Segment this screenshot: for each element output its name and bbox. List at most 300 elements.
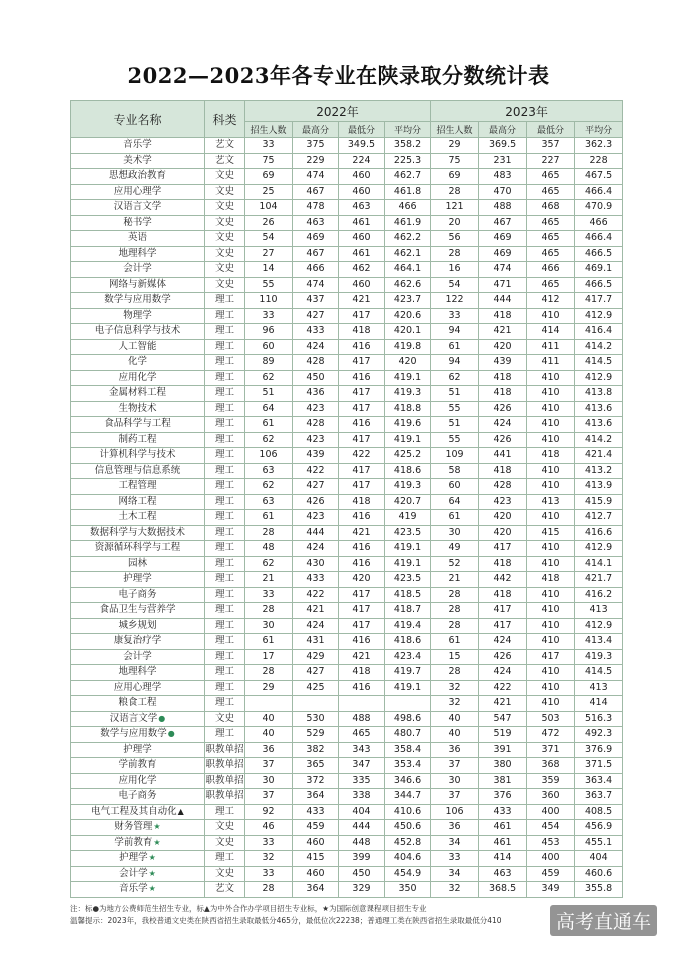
avg-2023-cell: 467.5 — [575, 169, 623, 185]
major-cell — [71, 804, 205, 820]
min-2022-cell: 460 — [339, 184, 385, 200]
max-2023-cell: 420 — [479, 339, 527, 355]
major-name: 音乐学 — [119, 883, 148, 895]
table-row — [71, 541, 623, 557]
count-2023-cell: 61 — [431, 510, 479, 526]
avg-2023-cell: 466.4 — [575, 231, 623, 247]
min-2022-cell: 448 — [339, 835, 385, 851]
avg-2023-cell: 413 — [575, 680, 623, 696]
major-cell — [71, 851, 205, 867]
max-2023-cell: 428 — [479, 479, 527, 495]
major-name: 化学 — [127, 356, 147, 368]
count-2022-cell: 33 — [245, 835, 293, 851]
count-2022-cell: 64 — [245, 401, 293, 417]
count-2022-cell: 37 — [245, 789, 293, 805]
count-2023-cell: 56 — [431, 231, 479, 247]
major-name: 金属材料工程 — [108, 387, 166, 399]
min-2023-cell: 410 — [527, 463, 575, 479]
category-cell: 理工 — [205, 494, 245, 510]
count-2023-cell: 28 — [431, 665, 479, 681]
max-2022-cell: 467 — [293, 246, 339, 262]
page-title: 2022—2023年各专业在陕录取分数统计表 — [127, 63, 550, 88]
count-2023-cell: 28 — [431, 587, 479, 603]
min-2023-cell: 400 — [527, 804, 575, 820]
min-2023-cell: 360 — [527, 789, 575, 805]
max-2022-cell: 422 — [293, 463, 339, 479]
count-2023-cell: 69 — [431, 169, 479, 185]
count-2023-cell: 28 — [431, 184, 479, 200]
major-cell — [71, 634, 205, 650]
table-row — [71, 603, 623, 619]
avg-2023-cell: 413.6 — [575, 417, 623, 433]
avg-2023-cell: 455.1 — [575, 835, 623, 851]
major-name: 土木工程 — [118, 511, 157, 523]
major-name: 应用心理学 — [113, 681, 162, 693]
max-2023-cell: 417 — [479, 541, 527, 557]
category-cell: 理工 — [205, 525, 245, 541]
min-2023-cell: 414 — [527, 324, 575, 340]
category-cell: 理工 — [205, 572, 245, 588]
count-2023-cell: 15 — [431, 649, 479, 665]
count-2022-cell: 28 — [245, 665, 293, 681]
major-cell — [71, 355, 205, 371]
min-2023-cell: 418 — [527, 572, 575, 588]
avg-2022-cell: 466 — [385, 200, 431, 216]
max-2022-cell: 423 — [293, 510, 339, 526]
count-2022-cell: 17 — [245, 649, 293, 665]
min-2023-cell: 465 — [527, 277, 575, 293]
max-2022-cell: 428 — [293, 355, 339, 371]
count-2022-cell: 96 — [245, 324, 293, 340]
avg-2022-cell: 462.7 — [385, 169, 431, 185]
min-2023-cell: 410 — [527, 618, 575, 634]
min-2022-cell: 417 — [339, 432, 385, 448]
major-cell — [71, 727, 205, 743]
max-2022-cell: 450 — [293, 370, 339, 386]
min-2022-cell: 417 — [339, 463, 385, 479]
count-2023-cell: 29 — [431, 138, 479, 154]
major-cell — [71, 479, 205, 495]
max-2023-cell: 470 — [479, 184, 527, 200]
min-2022-cell: 417 — [339, 479, 385, 495]
major-cell — [71, 386, 205, 402]
avg-2022-cell: 419.7 — [385, 665, 431, 681]
table-row — [71, 277, 623, 293]
avg-2023-cell: 516.3 — [575, 711, 623, 727]
max-2023-cell: 547 — [479, 711, 527, 727]
avg-2023-cell: 408.5 — [575, 804, 623, 820]
avg-2023-cell: 470.9 — [575, 200, 623, 216]
category-cell: 艺文 — [205, 882, 245, 898]
min-2022-cell: 461 — [339, 246, 385, 262]
avg-2023-cell: 421.4 — [575, 448, 623, 464]
triangle-marker-icon: ▲ — [177, 806, 184, 816]
count-2022-cell: 60 — [245, 339, 293, 355]
count-2023-cell: 61 — [431, 339, 479, 355]
count-2023-cell: 28 — [431, 603, 479, 619]
min-2022-cell: 460 — [339, 231, 385, 247]
table-row — [71, 200, 623, 216]
min-2023-cell: 368 — [527, 758, 575, 774]
table-row — [71, 448, 623, 464]
max-2023-cell: 519 — [479, 727, 527, 743]
star-marker-icon: ★ — [148, 868, 156, 878]
count-2022-cell: 33 — [245, 587, 293, 603]
min-2022-cell: 329 — [339, 882, 385, 898]
count-2022-cell: 54 — [245, 231, 293, 247]
major-cell — [71, 262, 205, 278]
category-cell: 文史 — [205, 200, 245, 216]
min-2023-cell: 411 — [527, 339, 575, 355]
min-2022-cell: 418 — [339, 665, 385, 681]
avg-2022-cell: 346.6 — [385, 773, 431, 789]
footnote-tip: 温馨提示：2023年，我校普通文史类在陕西省招生录取最低分465分，最低位次22238；普通理工类在陕西省招生录取最低分410 — [70, 916, 502, 925]
avg-2023-cell: 355.8 — [575, 882, 623, 898]
major-cell — [71, 184, 205, 200]
count-2023-cell: 37 — [431, 789, 479, 805]
category-cell: 职教单招 — [205, 758, 245, 774]
min-2022-cell: 462 — [339, 262, 385, 278]
max-2022-cell: 364 — [293, 789, 339, 805]
min-2023-cell: 227 — [527, 153, 575, 169]
min-2022-cell: 416 — [339, 339, 385, 355]
min-2023-cell: 410 — [527, 603, 575, 619]
major-name: 护理学 — [119, 852, 148, 864]
max-2023-cell: 422 — [479, 680, 527, 696]
min-2022-cell: 399 — [339, 851, 385, 867]
major-name: 网络与新媒体 — [108, 278, 166, 290]
major-name: 资源循环科学与工程 — [94, 542, 181, 554]
count-2022-cell: 28 — [245, 882, 293, 898]
max-2023-cell: 424 — [479, 417, 527, 433]
max-2022-cell: 433 — [293, 324, 339, 340]
min-2022-cell: 422 — [339, 448, 385, 464]
count-2022-cell: 75 — [245, 153, 293, 169]
major-cell — [71, 649, 205, 665]
max-2022-cell: 478 — [293, 200, 339, 216]
avg-2022-cell: 350 — [385, 882, 431, 898]
major-name: 应用化学 — [118, 371, 157, 383]
avg-2022-cell: 420.7 — [385, 494, 431, 510]
max-2022-cell: 474 — [293, 169, 339, 185]
major-name: 音乐学 — [123, 139, 152, 151]
max-2023-cell: 469 — [479, 231, 527, 247]
max-2022-cell: 529 — [293, 727, 339, 743]
table-row — [71, 882, 623, 898]
table-row — [71, 370, 623, 386]
table-row — [71, 665, 623, 681]
count-2023-cell: 54 — [431, 277, 479, 293]
score-table — [70, 100, 623, 898]
watermark: 高考直通车 — [550, 905, 657, 936]
avg-2022-cell: 353.4 — [385, 758, 431, 774]
min-2022-cell: 421 — [339, 293, 385, 309]
major-name: 学前教育 — [114, 836, 153, 848]
major-cell — [71, 324, 205, 340]
max-2022-cell: 433 — [293, 804, 339, 820]
count-2023-cell: 75 — [431, 153, 479, 169]
min-2022-cell: 347 — [339, 758, 385, 774]
major-name: 应用心理学 — [113, 185, 162, 197]
max-2023-cell: 483 — [479, 169, 527, 185]
max-2023-cell: 444 — [479, 293, 527, 309]
avg-2023-cell: 417.7 — [575, 293, 623, 309]
category-cell: 理工 — [205, 727, 245, 743]
major-cell — [71, 665, 205, 681]
avg-2022-cell: 480.7 — [385, 727, 431, 743]
min-2023-cell: 410 — [527, 665, 575, 681]
max-2022-cell: 469 — [293, 231, 339, 247]
avg-2023-cell: 414.2 — [575, 432, 623, 448]
avg-2023-cell: 412.7 — [575, 510, 623, 526]
max-2022-cell: 427 — [293, 308, 339, 324]
header-count-2022: 招生人数 — [245, 122, 293, 138]
count-2023-cell: 20 — [431, 215, 479, 231]
avg-2023-cell: 460.6 — [575, 866, 623, 882]
max-2022-cell: 466 — [293, 262, 339, 278]
major-name: 粮食工程 — [118, 697, 157, 709]
category-cell: 理工 — [205, 370, 245, 386]
table-row — [71, 246, 623, 262]
category-cell: 理工 — [205, 355, 245, 371]
avg-2022-cell: 419.1 — [385, 541, 431, 557]
table-row — [71, 324, 623, 340]
table-row — [71, 851, 623, 867]
major-name: 物理学 — [123, 309, 152, 321]
max-2022-cell: 422 — [293, 587, 339, 603]
min-2023-cell: 410 — [527, 386, 575, 402]
max-2022-cell: 424 — [293, 618, 339, 634]
min-2022-cell: 444 — [339, 820, 385, 836]
count-2022-cell: 27 — [245, 246, 293, 262]
max-2023-cell: 380 — [479, 758, 527, 774]
avg-2023-cell: 404 — [575, 851, 623, 867]
major-name: 制药工程 — [118, 433, 157, 445]
table-row — [71, 293, 623, 309]
count-2022-cell: 28 — [245, 525, 293, 541]
major-cell — [71, 882, 205, 898]
header-avg-2023: 平均分 — [575, 122, 623, 138]
major-cell — [71, 773, 205, 789]
count-2022-cell: 69 — [245, 169, 293, 185]
table-row — [71, 184, 623, 200]
table-row — [71, 386, 623, 402]
category-cell: 文史 — [205, 246, 245, 262]
table-row — [71, 696, 623, 712]
min-2022-cell: 421 — [339, 525, 385, 541]
max-2022-cell: 467 — [293, 184, 339, 200]
max-2022-cell: 474 — [293, 277, 339, 293]
count-2022-cell: 40 — [245, 711, 293, 727]
avg-2023-cell: 419.3 — [575, 649, 623, 665]
max-2023-cell: 381 — [479, 773, 527, 789]
count-2023-cell: 40 — [431, 727, 479, 743]
avg-2023-cell: 412.9 — [575, 618, 623, 634]
avg-2023-cell: 363.7 — [575, 789, 623, 805]
category-cell: 职教单招 — [205, 773, 245, 789]
header-min-2022: 最低分 — [339, 122, 385, 138]
max-2023-cell: 420 — [479, 525, 527, 541]
count-2023-cell: 33 — [431, 851, 479, 867]
max-2023-cell: 439 — [479, 355, 527, 371]
min-2023-cell: 410 — [527, 417, 575, 433]
major-name: 康复治疗学 — [113, 635, 162, 647]
count-2022-cell: 63 — [245, 494, 293, 510]
count-2022-cell: 25 — [245, 184, 293, 200]
major-cell — [71, 866, 205, 882]
max-2022-cell: 427 — [293, 479, 339, 495]
major-name: 思想政治教育 — [108, 170, 166, 182]
major-cell — [71, 789, 205, 805]
avg-2023-cell: 371.5 — [575, 758, 623, 774]
major-cell — [71, 618, 205, 634]
table-row — [71, 835, 623, 851]
count-2023-cell: 55 — [431, 432, 479, 448]
count-2022-cell: 92 — [245, 804, 293, 820]
max-2022-cell: 364 — [293, 882, 339, 898]
min-2022-cell: 416 — [339, 417, 385, 433]
count-2023-cell: 33 — [431, 308, 479, 324]
header-year-2023: 2023年 — [431, 101, 623, 122]
avg-2022-cell: 418.6 — [385, 463, 431, 479]
min-2023-cell: 371 — [527, 742, 575, 758]
avg-2022-cell: 425.2 — [385, 448, 431, 464]
major-cell — [71, 138, 205, 154]
max-2023-cell: 467 — [479, 215, 527, 231]
major-name: 护理学 — [123, 743, 152, 755]
category-cell: 文史 — [205, 835, 245, 851]
category-cell: 理工 — [205, 339, 245, 355]
max-2023-cell: 424 — [479, 634, 527, 650]
max-2022-cell — [293, 696, 339, 712]
count-2023-cell: 28 — [431, 246, 479, 262]
avg-2023-cell: 412.9 — [575, 541, 623, 557]
min-2023-cell: 465 — [527, 215, 575, 231]
max-2023-cell: 418 — [479, 556, 527, 572]
max-2022-cell: 372 — [293, 773, 339, 789]
table-row — [71, 355, 623, 371]
min-2022-cell: 488 — [339, 711, 385, 727]
major-name: 地理科学 — [118, 247, 157, 259]
major-cell — [71, 587, 205, 603]
min-2023-cell: 349 — [527, 882, 575, 898]
count-2023-cell: 94 — [431, 355, 479, 371]
count-2023-cell: 28 — [431, 618, 479, 634]
min-2022-cell: 418 — [339, 324, 385, 340]
min-2022-cell: 224 — [339, 153, 385, 169]
min-2023-cell: 465 — [527, 184, 575, 200]
major-name: 汉语言文学 — [109, 712, 158, 724]
avg-2022-cell: 462.6 — [385, 277, 431, 293]
max-2023-cell: 442 — [479, 572, 527, 588]
count-2023-cell: 32 — [431, 882, 479, 898]
max-2023-cell: 376 — [479, 789, 527, 805]
major-cell — [71, 339, 205, 355]
min-2023-cell: 359 — [527, 773, 575, 789]
category-cell: 文史 — [205, 820, 245, 836]
category-cell: 艺文 — [205, 138, 245, 154]
min-2022-cell: 349.5 — [339, 138, 385, 154]
avg-2022-cell: 452.8 — [385, 835, 431, 851]
category-cell: 文史 — [205, 169, 245, 185]
header-count-2023: 招生人数 — [431, 122, 479, 138]
max-2022-cell: 382 — [293, 742, 339, 758]
star-marker-icon: ★ — [153, 837, 161, 847]
table-row — [71, 618, 623, 634]
max-2022-cell: 431 — [293, 634, 339, 650]
major-cell — [71, 401, 205, 417]
max-2023-cell: 368.5 — [479, 882, 527, 898]
min-2022-cell: 417 — [339, 386, 385, 402]
count-2022-cell: 106 — [245, 448, 293, 464]
count-2022-cell: 110 — [245, 293, 293, 309]
major-name: 园林 — [127, 557, 147, 569]
min-2022-cell: 343 — [339, 742, 385, 758]
header-major: 专业名称 — [71, 101, 205, 138]
min-2022-cell: 417 — [339, 603, 385, 619]
avg-2023-cell: 414.2 — [575, 339, 623, 355]
max-2022-cell: 460 — [293, 835, 339, 851]
table-row — [71, 711, 623, 727]
major-cell — [71, 711, 205, 727]
table-row — [71, 804, 623, 820]
major-cell — [71, 820, 205, 836]
category-cell: 理工 — [205, 680, 245, 696]
major-cell — [71, 231, 205, 247]
avg-2022-cell: 423.5 — [385, 525, 431, 541]
avg-2022-cell: 419.1 — [385, 432, 431, 448]
avg-2022-cell: 419.6 — [385, 417, 431, 433]
major-name: 生物技术 — [118, 402, 157, 414]
count-2023-cell: 32 — [431, 696, 479, 712]
max-2022-cell: 375 — [293, 138, 339, 154]
table-row — [71, 153, 623, 169]
category-cell: 理工 — [205, 479, 245, 495]
min-2023-cell: 400 — [527, 851, 575, 867]
count-2023-cell: 49 — [431, 541, 479, 557]
max-2022-cell: 463 — [293, 215, 339, 231]
max-2023-cell: 421 — [479, 324, 527, 340]
category-cell: 职教单招 — [205, 742, 245, 758]
min-2023-cell: 410 — [527, 479, 575, 495]
category-cell: 文史 — [205, 866, 245, 882]
avg-2023-cell: 412.9 — [575, 308, 623, 324]
major-cell — [71, 153, 205, 169]
category-cell: 理工 — [205, 386, 245, 402]
max-2022-cell: 437 — [293, 293, 339, 309]
min-2022-cell: 417 — [339, 618, 385, 634]
avg-2023-cell: 415.9 — [575, 494, 623, 510]
major-cell — [71, 200, 205, 216]
major-name: 数据科学与大数据技术 — [89, 526, 185, 538]
major-cell — [71, 680, 205, 696]
avg-2023-cell: 466 — [575, 215, 623, 231]
min-2022-cell: 416 — [339, 556, 385, 572]
min-2023-cell: 410 — [527, 587, 575, 603]
max-2022-cell: 436 — [293, 386, 339, 402]
count-2022-cell: 51 — [245, 386, 293, 402]
min-2023-cell: 410 — [527, 370, 575, 386]
star-marker-icon: ★ — [153, 822, 161, 832]
count-2023-cell: 121 — [431, 200, 479, 216]
major-cell — [71, 510, 205, 526]
min-2022-cell: 404 — [339, 804, 385, 820]
min-2023-cell: 465 — [527, 246, 575, 262]
table-row — [71, 525, 623, 541]
avg-2023-cell: 492.3 — [575, 727, 623, 743]
major-name: 美术学 — [123, 154, 152, 166]
max-2022-cell: 459 — [293, 820, 339, 836]
